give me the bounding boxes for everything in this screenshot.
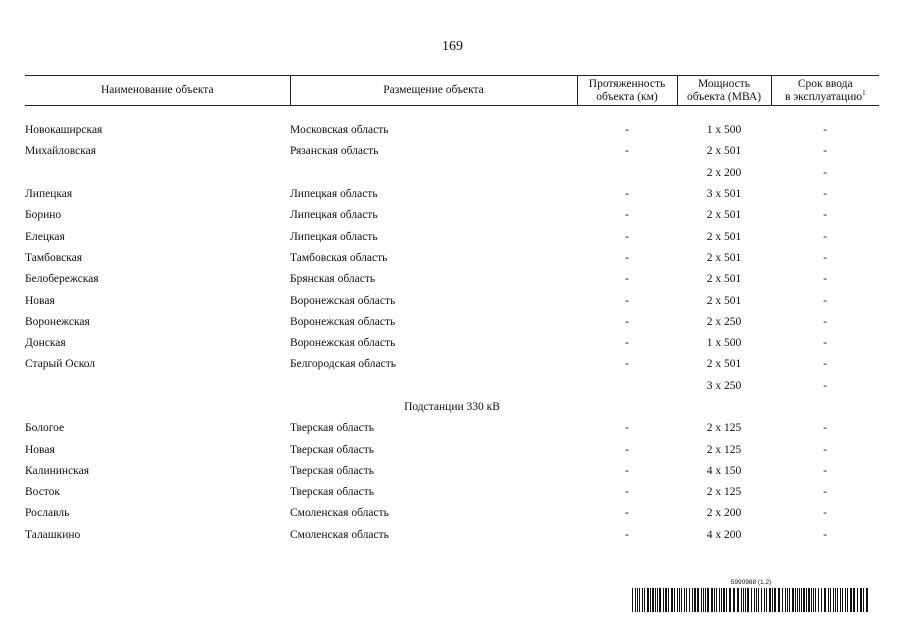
cell-date: -	[823, 188, 827, 201]
cell-name: Елецкая	[25, 230, 65, 243]
header-date-line1: Срок ввода	[797, 77, 853, 90]
table-row	[25, 503, 879, 524]
cell-location: Тверская область	[290, 486, 374, 499]
footnote-marker: 1	[862, 88, 866, 97]
cell-length	[577, 163, 677, 184]
cell-length: -	[625, 528, 629, 541]
cell-power: 4 x 150	[706, 464, 742, 477]
table-row	[25, 120, 879, 141]
cell-date: -	[823, 443, 827, 456]
cell-name	[25, 376, 290, 397]
cell-power: 2 x 501	[706, 251, 742, 264]
cell-name: Новая	[25, 443, 55, 456]
cell-location: Смоленская область	[290, 507, 389, 520]
cell-name: Липецкая	[25, 188, 73, 201]
header-location: Размещение объекта	[290, 76, 577, 106]
cell-length	[577, 376, 677, 397]
cell-date: -	[823, 273, 827, 286]
table-row	[25, 184, 879, 205]
cell-name: Борино	[25, 209, 62, 222]
cell-length: -	[625, 464, 629, 477]
barcode-bars	[632, 588, 870, 612]
cell-location: Тверская область	[290, 443, 374, 456]
cell-date: -	[823, 209, 827, 222]
cell-power: 2 x 125	[706, 486, 742, 499]
cell-length: -	[625, 251, 629, 264]
cell-location: Тверская область	[290, 464, 374, 477]
cell-length: -	[625, 209, 629, 222]
cell-location: Рязанская область	[290, 145, 379, 158]
cell-power: 2 x 501	[706, 358, 742, 371]
cell-date: -	[823, 379, 827, 392]
cell-power: 2 x 501	[706, 294, 742, 307]
cell-power: 2 x 501	[706, 273, 742, 286]
cell-location: Тамбовская область	[290, 251, 388, 264]
cell-location: Воронежская область	[290, 294, 396, 307]
barcode	[632, 579, 870, 613]
cell-name: Белобережская	[25, 273, 99, 286]
cell-power: 1 x 500	[706, 337, 742, 350]
cell-length: -	[625, 315, 629, 328]
table-row	[25, 269, 879, 290]
header-power-line1: Мощность	[697, 77, 751, 90]
header-power-line2: объекта (МВА)	[686, 90, 762, 103]
cell-name: Тамбовская	[25, 251, 82, 264]
header-date	[771, 76, 879, 106]
table-row	[25, 376, 879, 397]
cell-date: -	[823, 507, 827, 520]
header-length	[577, 76, 677, 106]
cell-length: -	[625, 358, 629, 371]
cell-name: Калининская	[25, 464, 89, 477]
cell-length: -	[625, 273, 629, 286]
cell-power: 2 x 250	[706, 315, 742, 328]
table-row	[25, 312, 879, 333]
cell-length: -	[625, 443, 629, 456]
table-row	[25, 418, 879, 439]
cell-length: -	[625, 188, 629, 201]
cell-name: Воронежская	[25, 315, 90, 328]
table-row	[25, 205, 879, 226]
header-name: Наименование объекта	[25, 76, 290, 106]
cell-date: -	[823, 230, 827, 243]
cell-date: -	[823, 528, 827, 541]
table-row	[25, 461, 879, 482]
cell-name: Новокаширская	[25, 124, 103, 137]
cell-name: Донская	[25, 337, 66, 350]
cell-location	[290, 376, 577, 397]
cell-date: -	[823, 422, 827, 435]
cell-name: Восток	[25, 486, 61, 499]
table-row	[25, 333, 879, 354]
cell-location: Смоленская область	[290, 528, 389, 541]
cell-power: 2 x 501	[706, 209, 742, 222]
cell-location: Московская область	[290, 124, 389, 137]
cell-name: Бологое	[25, 422, 65, 435]
cell-location: Липецкая область	[290, 209, 378, 222]
cell-date: -	[823, 358, 827, 371]
cell-location: Тверская область	[290, 422, 374, 435]
cell-name: Новая	[25, 294, 55, 307]
cell-date: -	[823, 337, 827, 350]
table-row	[25, 439, 879, 460]
header-length-line1: Протяженность	[588, 77, 666, 90]
header-date-line2: в эксплуатацию	[784, 90, 863, 103]
cell-location: Воронежская область	[290, 315, 396, 328]
cell-power: 3 x 501	[706, 188, 742, 201]
cell-location: Липецкая область	[290, 188, 378, 201]
table-row	[25, 354, 879, 375]
cell-location: Белгородская область	[290, 358, 396, 371]
barcode-text: 5990988 (1.2)	[730, 579, 772, 586]
section-row	[25, 397, 879, 418]
cell-location: Брянская область	[290, 273, 376, 286]
cell-date: -	[823, 166, 827, 179]
cell-name: Старый Оскол	[25, 358, 96, 371]
page-number: 169	[442, 39, 463, 54]
cell-power: 2 x 125	[706, 422, 742, 435]
table-header-row	[25, 76, 879, 106]
cell-date: -	[823, 145, 827, 158]
cell-date: -	[823, 124, 827, 137]
cell-power: 2 x 501	[706, 145, 742, 158]
cell-length: -	[625, 230, 629, 243]
header-length-line2: объекта (км)	[596, 90, 658, 103]
cell-length: -	[625, 145, 629, 158]
cell-location	[290, 163, 577, 184]
objects-table	[25, 75, 879, 546]
cell-name: Рославль	[25, 507, 70, 520]
cell-power: 2 x 501	[706, 230, 742, 243]
cell-power: 4 x 200	[706, 528, 742, 541]
cell-length: -	[625, 486, 629, 499]
table-row	[25, 290, 879, 311]
cell-name	[25, 163, 290, 184]
cell-length: -	[625, 294, 629, 307]
table-row	[25, 226, 879, 247]
cell-length: -	[625, 337, 629, 350]
cell-location: Воронежская область	[290, 337, 396, 350]
table-row	[25, 525, 879, 546]
section-title: Подстанции 330 кВ	[404, 401, 500, 413]
cell-date: -	[823, 294, 827, 307]
table-row	[25, 248, 879, 269]
cell-length: -	[625, 124, 629, 137]
cell-name: Талашкино	[25, 528, 81, 541]
cell-power: 2 x 125	[706, 443, 742, 456]
cell-power: 2 x 200	[706, 166, 742, 179]
table-row	[25, 141, 879, 162]
cell-length: -	[625, 422, 629, 435]
cell-power: 1 x 500	[706, 124, 742, 137]
cell-date: -	[823, 315, 827, 328]
table-row	[25, 482, 879, 503]
table-row	[25, 163, 879, 184]
cell-date: -	[823, 251, 827, 264]
cell-power: 2 x 200	[706, 507, 742, 520]
cell-length: -	[625, 507, 629, 520]
cell-name: Михайловская	[25, 145, 96, 158]
header-power	[677, 76, 771, 106]
spacer-row	[25, 106, 879, 121]
cell-location: Липецкая область	[290, 230, 378, 243]
cell-date: -	[823, 464, 827, 477]
cell-date: -	[823, 486, 827, 499]
cell-power: 3 x 250	[706, 379, 742, 392]
